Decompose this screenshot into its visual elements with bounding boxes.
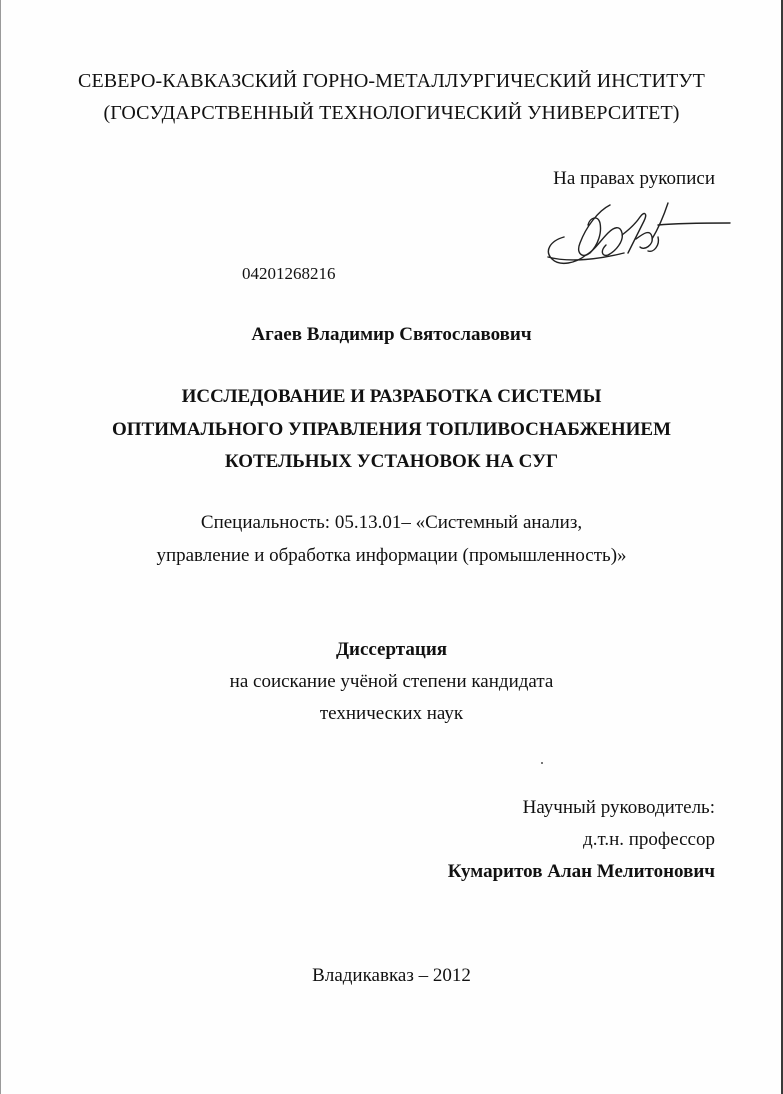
- degree-purpose-line-2: технических наук: [319, 703, 464, 724]
- degree-purpose-line-1: на соискание учёной степени кандидата: [229, 671, 554, 692]
- institute-name: СЕВЕРО-КАВКАЗСКИЙ ГОРНО-МЕТАЛЛУРГИЧЕСКИЙ ИНСТИТУТ: [78, 70, 705, 92]
- thesis-title-line-3: КОТЕЛЬНЫХ УСТАНОВОК НА СУГ: [224, 451, 559, 472]
- dissertation-label: Диссертация: [335, 639, 448, 660]
- manuscript-rights-note: На правах рукописи: [553, 168, 715, 189]
- supervisor-degree: д.т.н. профессор: [583, 829, 715, 850]
- handwritten-signature: [540, 193, 735, 275]
- specialty-line-2: управление и обработка информации (промышленность)»: [156, 545, 627, 566]
- scan-speck: [541, 762, 543, 764]
- specialty-line-1: Специальность: 05.13.01– «Системный анализ,: [200, 512, 583, 533]
- author-name: Агаев Владимир Святославович: [251, 324, 532, 345]
- supervisor-label: Научный руководитель:: [522, 797, 715, 818]
- thesis-title-line-1: ИССЛЕДОВАНИЕ И РАЗРАБОТКА СИСТЕМЫ: [181, 386, 602, 407]
- registry-number: 04201268216: [242, 264, 336, 283]
- institute-status: (ГОСУДАРСТВЕННЫЙ ТЕХНОЛОГИЧЕСКИЙ УНИВЕРСИТЕТ): [103, 102, 680, 124]
- thesis-title-line-2: ОПТИМАЛЬНОГО УПРАВЛЕНИЯ ТОПЛИВОСНАБЖЕНИЕМ: [111, 419, 672, 440]
- city-year: Владикавказ – 2012: [312, 965, 471, 986]
- supervisor-name: Кумаритов Алан Мелитонович: [447, 861, 715, 882]
